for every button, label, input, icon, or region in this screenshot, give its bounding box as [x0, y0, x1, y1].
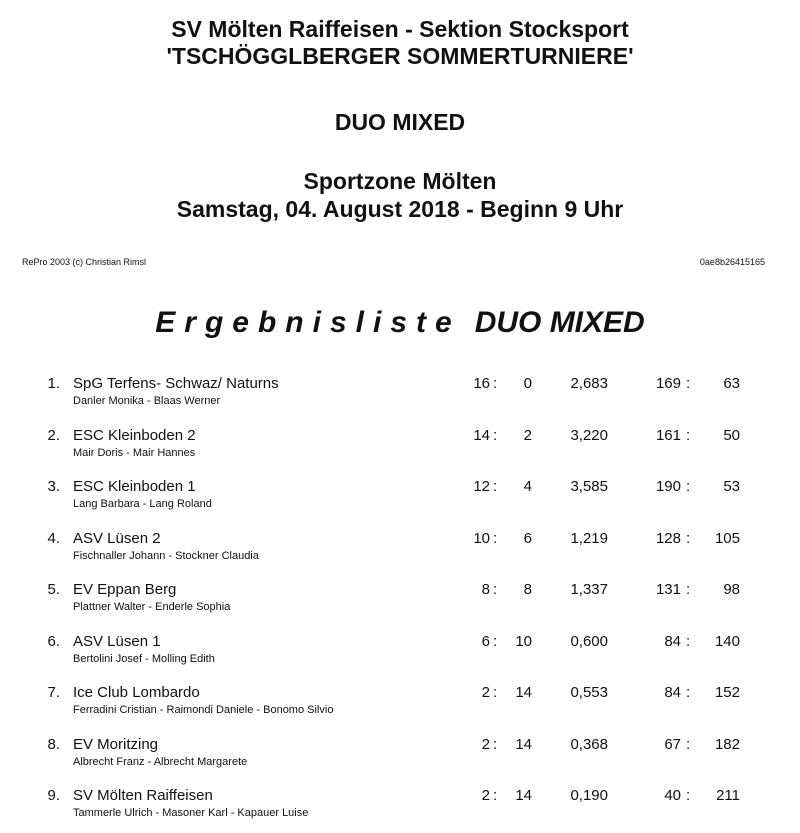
rank: 6. — [47, 633, 60, 650]
stock-separator: : — [686, 530, 691, 547]
stock-points-for: 128 — [655, 530, 681, 547]
stock-points-for: 84 — [664, 633, 681, 650]
rank: 8. — [47, 736, 60, 753]
points-for: 14 — [473, 427, 490, 444]
quotient: 0,553 — [570, 684, 608, 701]
points-against: 0 — [523, 375, 532, 392]
stock-points-against: 98 — [723, 581, 740, 598]
stock-points-for: 161 — [655, 427, 681, 444]
results-list-title-competition: DUO MIXED — [474, 306, 645, 339]
quotient: 0,600 — [570, 633, 608, 650]
stock-points-for: 84 — [664, 684, 681, 701]
result-row — [0, 427, 800, 473]
points-against: 10 — [515, 633, 532, 650]
stock-points-against: 211 — [716, 787, 740, 804]
stock-points-against: 140 — [714, 633, 740, 650]
tournament-series-title: 'TSCHÖGGLBERGER SOMMERTURNIERE' — [166, 43, 634, 69]
result-row — [0, 530, 800, 576]
points-separator: : — [493, 478, 498, 495]
stock-points-against: 182 — [714, 736, 740, 753]
points-for: 2 — [481, 736, 490, 753]
team-name: SpG Terfens- Schwaz/ Naturns — [73, 375, 279, 392]
stock-separator: : — [686, 427, 691, 444]
stock-separator: : — [686, 375, 691, 392]
points-against: 14 — [515, 787, 532, 804]
player-names: Lang Barbara - Lang Roland — [73, 498, 212, 510]
points-separator: : — [493, 375, 498, 392]
rank: 2. — [47, 427, 60, 444]
competition-title: DUO MIXED — [334, 109, 466, 135]
stock-points-for: 131 — [655, 581, 681, 598]
points-separator: : — [493, 684, 498, 701]
event-date: Samstag, 04. August 2018 - Beginn 9 Uhr — [176, 196, 624, 222]
points-for: 8 — [481, 581, 490, 598]
points-separator: : — [493, 581, 498, 598]
rank: 3. — [47, 478, 60, 495]
points-for: 2 — [481, 787, 490, 804]
points-for: 2 — [481, 684, 490, 701]
result-row — [0, 736, 800, 782]
team-name: SV Mölten Raiffeisen — [73, 787, 213, 804]
team-name: EV Moritzing — [73, 736, 159, 753]
stock-points-against: 105 — [714, 530, 740, 547]
points-separator: : — [493, 530, 498, 547]
points-separator: : — [493, 633, 498, 650]
points-for: 10 — [473, 530, 490, 547]
points-against: 4 — [523, 478, 532, 495]
quotient: 0,368 — [570, 736, 608, 753]
player-names: Bertolini Josef - Molling Edith — [73, 653, 215, 665]
quotient: 3,220 — [570, 427, 608, 444]
points-against: 14 — [515, 684, 532, 701]
stock-points-for: 169 — [655, 375, 681, 392]
result-row — [0, 581, 800, 627]
rank: 1. — [47, 375, 60, 392]
document-code: 0ae8b26415165 — [699, 257, 765, 267]
club-title: SV Mölten Raiffeisen - Sektion Stocksport — [171, 16, 629, 42]
result-row — [0, 633, 800, 679]
points-for: 12 — [473, 478, 490, 495]
stock-separator: : — [686, 736, 691, 753]
points-separator: : — [493, 736, 498, 753]
stock-separator: : — [686, 478, 691, 495]
player-names: Fischnaller Johann - Stockner Claudia — [73, 550, 259, 562]
result-row — [0, 787, 800, 833]
result-row — [0, 478, 800, 524]
stock-points-against: 152 — [714, 684, 740, 701]
rank: 4. — [47, 530, 60, 547]
points-for: 6 — [481, 633, 490, 650]
software-credit: RePro 2003 (c) Christian Rimsl — [22, 257, 147, 267]
stock-points-against: 63 — [723, 375, 740, 392]
quotient: 1,219 — [570, 530, 608, 547]
quotient: 1,337 — [570, 581, 608, 598]
team-name: ASV Lüsen 2 — [73, 530, 161, 547]
stock-points-for: 67 — [664, 736, 681, 753]
player-names: Mair Doris - Mair Hannes — [73, 447, 196, 459]
team-name: ESC Kleinboden 2 — [73, 427, 196, 444]
result-row — [0, 684, 800, 730]
team-name: ESC Kleinboden 1 — [73, 478, 196, 495]
rank: 9. — [47, 787, 60, 804]
quotient: 0,190 — [570, 787, 608, 804]
venue: Sportzone Mölten — [303, 168, 497, 194]
team-name: ASV Lüsen 1 — [73, 633, 161, 650]
stock-separator: : — [686, 581, 691, 598]
points-separator: : — [493, 787, 498, 804]
points-for: 16 — [473, 375, 490, 392]
points-against: 6 — [523, 530, 532, 547]
player-names: Albrecht Franz - Albrecht Margarete — [73, 756, 248, 768]
rank: 5. — [47, 581, 60, 598]
stock-separator: : — [686, 787, 691, 804]
stock-separator: : — [686, 684, 691, 701]
quotient: 2,683 — [570, 375, 608, 392]
quotient: 3,585 — [570, 478, 608, 495]
points-against: 14 — [515, 736, 532, 753]
stock-points-against: 50 — [723, 427, 740, 444]
result-row — [0, 375, 800, 421]
rank: 7. — [47, 684, 60, 701]
player-names: Plattner Walter - Enderle Sophia — [73, 601, 231, 613]
stock-points-for: 40 — [664, 787, 681, 804]
player-names: Tammerle Ulrich - Masoner Karl - Kapauer Luise — [73, 807, 309, 819]
stock-points-against: 53 — [723, 478, 740, 495]
results-list-title-word: Ergebnisliste — [155, 306, 461, 339]
points-separator: : — [493, 427, 498, 444]
points-against: 8 — [523, 581, 532, 598]
results-list-title — [0, 305, 800, 341]
team-name: EV Eppan Berg — [73, 581, 177, 598]
player-names: Ferradini Cristian - Raimondi Daniele - Bonomo Silvio — [73, 704, 334, 716]
stock-separator: : — [686, 633, 691, 650]
team-name: Ice Club Lombardo — [73, 684, 200, 701]
stock-points-for: 190 — [655, 478, 681, 495]
points-against: 2 — [523, 427, 532, 444]
player-names: Danler Monika - Blaas Werner — [73, 395, 221, 407]
